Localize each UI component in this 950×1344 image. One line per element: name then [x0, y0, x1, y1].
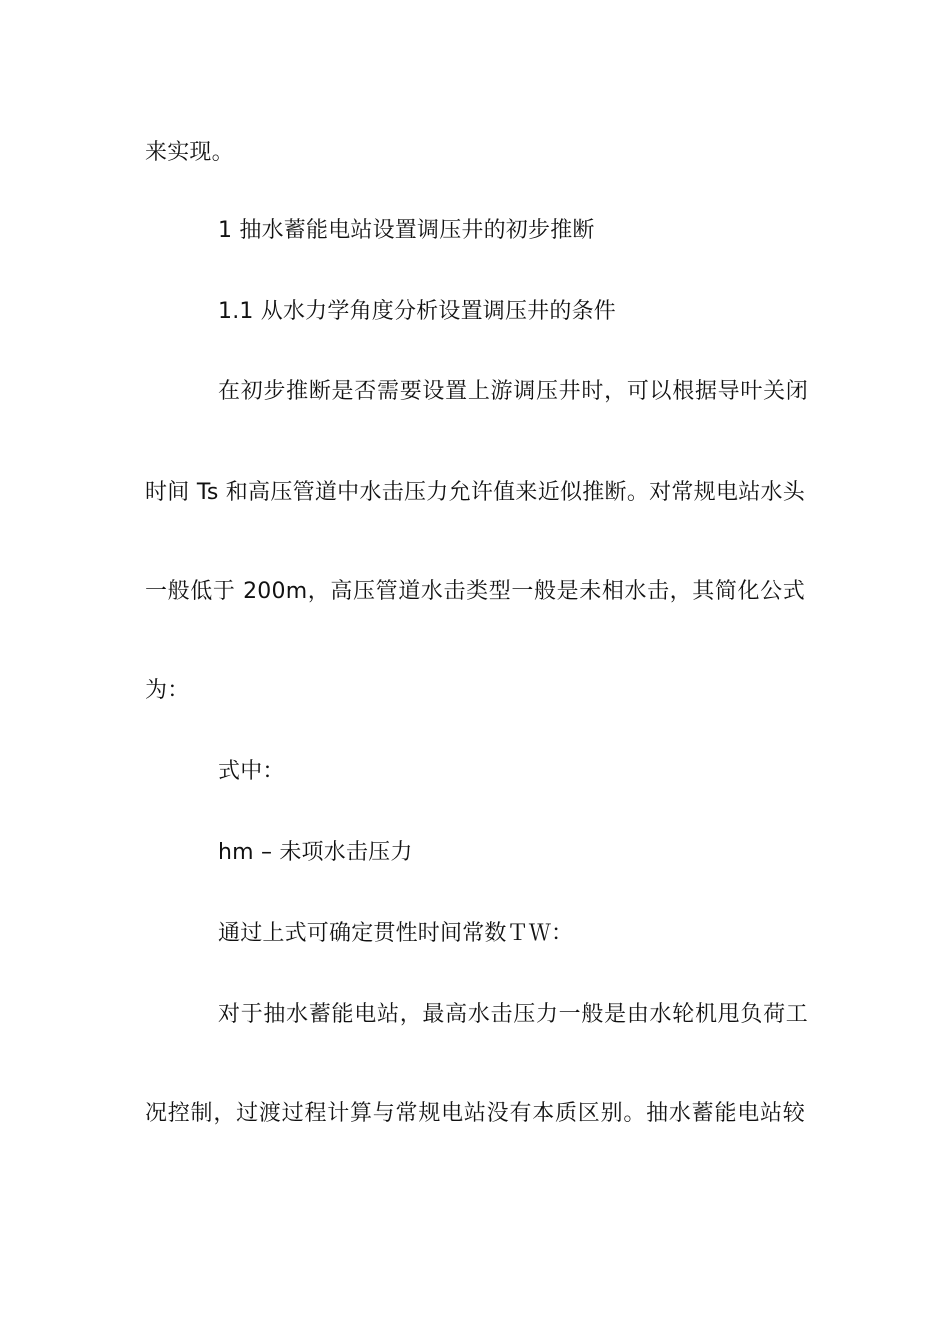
formula-variable-definition: hm – 未项水击压力 — [218, 840, 413, 865]
paragraph-line: 为： — [145, 678, 190, 703]
paragraph-continuation: 来实现。 — [145, 140, 234, 165]
formula-note-heading: 式中： — [218, 759, 285, 784]
paragraph-line: 时间 Ts 和高压管道中水击压力允许值来近似推断。对常规电站水头 — [145, 480, 805, 505]
paragraph-line: 对于抽水蓄能电站，最高水击压力一般是由水轮机甩负荷工 — [218, 1002, 808, 1027]
subsection-heading: 1.1 从水力学角度分析设置调压井的条件 — [218, 299, 616, 324]
paragraph-line: 通过上式可确定贯性时间常数ＴＷ： — [218, 921, 574, 946]
paragraph-line: 况控制，过渡过程计算与常规电站没有本质区别。抽水蓄能电站较 — [145, 1101, 805, 1126]
paragraph-line: 在初步推断是否需要设置上游调压井时，可以根据导叶关闭 — [218, 379, 808, 404]
section-heading: 1 抽水蓄能电站设置调压井的初步推断 — [218, 218, 595, 243]
paragraph-line: 一般低于 200m，高压管道水击类型一般是未相水击，其简化公式 — [145, 579, 805, 604]
